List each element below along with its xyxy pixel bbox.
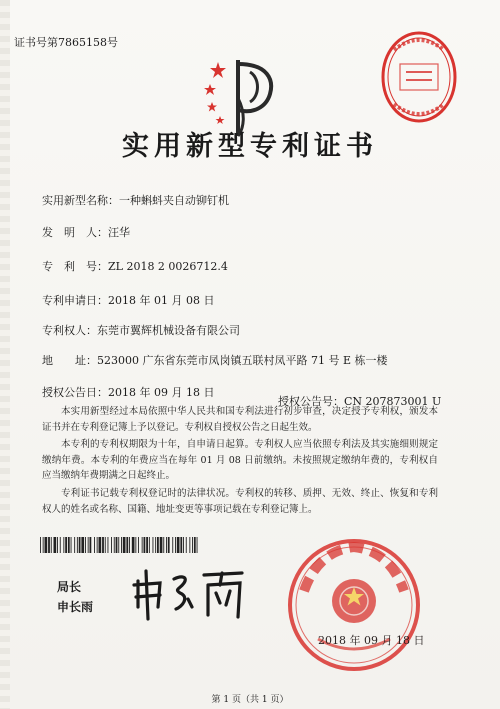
field-value: 2018 年 09 月 18 日: [108, 386, 215, 399]
utility-model-name-field: [42, 192, 229, 208]
signatory-name: 申长雨: [57, 600, 94, 614]
field-label: 发 明 人：: [42, 226, 108, 239]
page-title: 实用新型专利证书: [122, 131, 378, 162]
signatory-title: 局长: [57, 580, 82, 594]
field-label: 实用新型名称：: [42, 194, 119, 207]
patentee-field: [42, 322, 240, 338]
stamp-date: 2018 年 09 月 18 日: [318, 634, 425, 647]
certificate-number: 证书号第7865158号: [14, 36, 118, 49]
paragraph-term: 本专利的专利权期限为十年，自申请日起算。专利权人应当依照专利法及其实施细则规定缴纳年费。本专利的年费应当在每年 01 月 08 日前缴纳。未按照规定缴纳年费的，专利权自应当缴纳年费期满之日起终止。: [42, 439, 438, 482]
address-field: [42, 352, 388, 368]
paragraph-grant: 本实用新型经过本局依照中华人民共和国专利法进行初步审查，决定授予专利权，颁发本证书并在专利登记簿上予以登记。专利权自授权公告之日起生效。: [42, 406, 438, 433]
grant-date-field: [42, 384, 214, 400]
field-value: 一种蝌蚪夹自动铆钉机: [119, 194, 229, 207]
field-value: 东莞市翼辉机械设备有限公司: [97, 324, 240, 337]
field-label: 专利申请日：: [42, 294, 108, 307]
field-label: 授权公告号：: [278, 395, 344, 408]
field-value: 汪华: [108, 226, 130, 239]
border-strip: [0, 0, 10, 709]
paragraph-status: 专利证书记载专利权登记时的法律状况。专利权的转移、质押、无效、终止、恢复和专利权人的姓名或名称、国籍、地址变更等事项记载在专利登记簿上。: [42, 488, 438, 515]
field-value: 523000 广东省东莞市凤岗镇五联村凤平路 71 号 E 栋一楼: [97, 354, 388, 367]
page-footer: 第 1 页（共 1 页）: [211, 695, 289, 705]
barcode-icon: [40, 537, 200, 553]
field-value: 2018 年 01 月 08 日: [108, 294, 215, 307]
inventor-field: [42, 224, 130, 240]
field-label: 地 址：: [42, 354, 97, 367]
certificate-seal-icon: [284, 535, 424, 675]
official-seal-icon: [380, 30, 458, 124]
application-date-field: [42, 292, 214, 308]
patent-number-field: [42, 258, 228, 274]
field-value: CN 207873001 U: [344, 395, 442, 408]
signature-icon: [130, 563, 250, 623]
field-label: 专利权人：: [42, 324, 97, 337]
field-value: ZL 2018 2 0026712.4: [108, 260, 228, 273]
field-label: 专 利 号：: [42, 260, 108, 273]
field-label: 授权公告日：: [42, 386, 108, 399]
